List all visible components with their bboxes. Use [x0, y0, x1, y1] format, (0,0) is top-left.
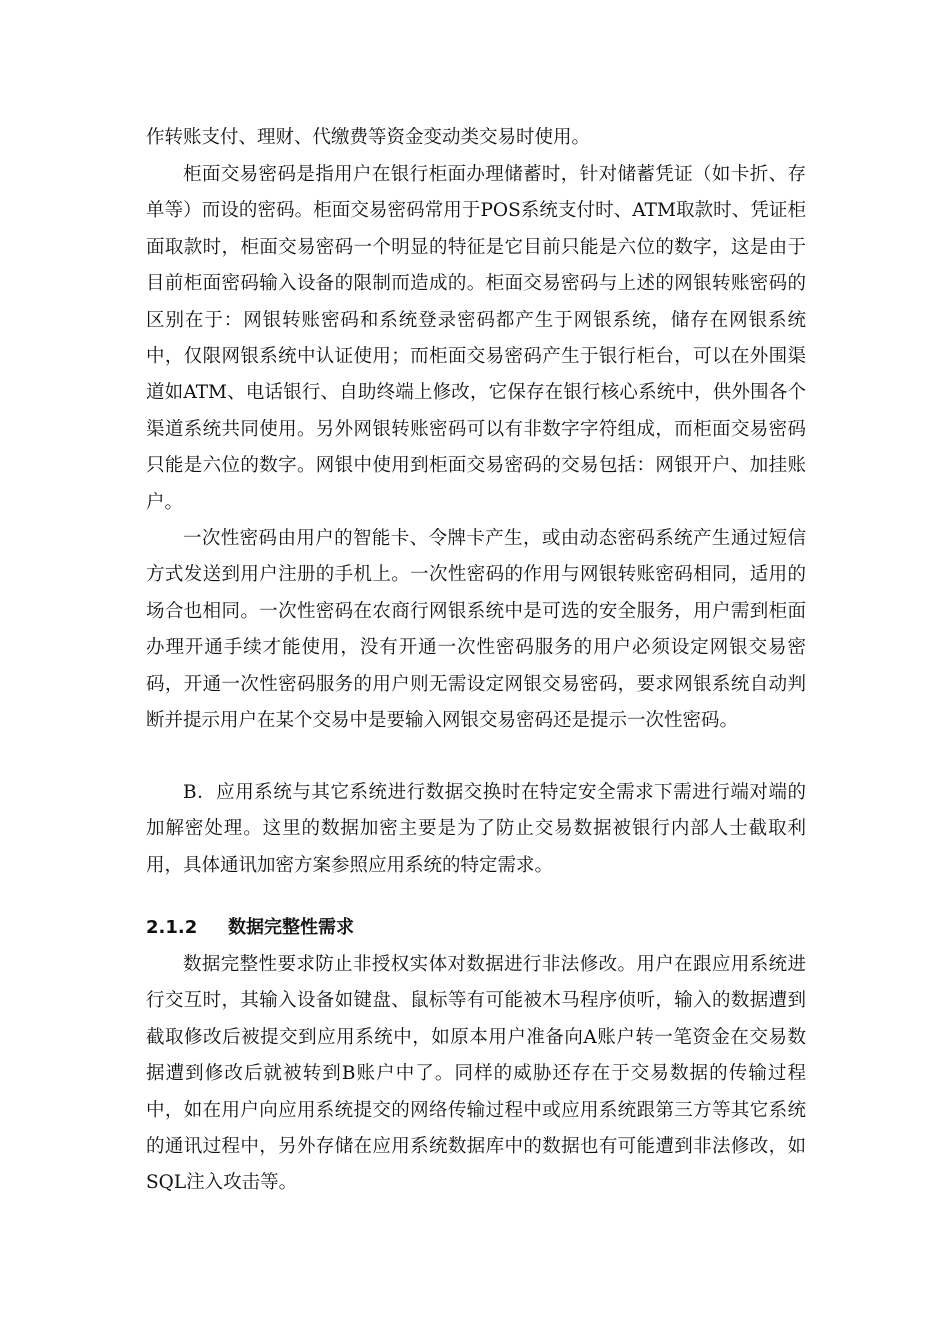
paragraph-one-time-password: 一次性密码由用户的智能卡、令牌卡产生，或由动态密码系统产生通过短信方式发送到用户注册的手机上。一次性密码的作用与网银转账密码相同，适用的场合也相同。一次性密码在农商行网银系统中是可选的安全服务，用户需到柜面办理开通手续才能使用，没有开通一次性密码服务的用户必须设定网银交易密码，开通一次性密码服务的用户则无需设定网银交易密码，要求网银系统自动判断并提示用户在某个交易中是要输入网银交易密码还是提示一次性密码。	[146, 528, 806, 732]
paragraph-continuation: 作转账支付、理财、代缴费等资金变动类交易时使用。	[146, 127, 591, 148]
section-heading	[146, 910, 354, 946]
paragraph-end-to-end-encryption: B．应用系统与其它系统进行数据交换时在特定安全需求下需进行端对端的加解密处理。这里的数据加密主要是为了防止交易数据被银行内部人士截取利用，具体通讯加密方案参照应用系统的特定需求。	[146, 782, 806, 876]
paragraph-counter-password: 柜面交易密码是指用户在银行柜面办理储蓄时，针对储蓄凭证（如卡折、存单等）而设的密码。柜面交易密码常用于POS系统支付时、ATM取款时、凭证柜面取款时，柜面交易密码一个明显的特征是它目前只能是六位的数字，这是由于目前柜面密码输入设备的限制而造成的。柜面交易密码与上述的网银转账密码的区别在于：网银转账密码和系统登录密码都产生于网银系统，储存在网银系统中，仅限网银系统中认证使用；而柜面交易密码产生于银行柜台，可以在外围渠道如ATM、电话银行、自助终端上修改，它保存在银行核心系统中，供外围各个渠道系统共同使用。另外网银转账密码可以有非数字字符组成，而柜面交易密码只能是六位的数字。网银中使用到柜面交易密码的交易包括：网银开户、加挂账户。	[146, 164, 806, 513]
section-title: 数据完整性需求	[228, 917, 354, 938]
paragraph-data-integrity: 数据完整性要求防止非授权实体对数据进行非法修改。用户在跟应用系统进行交互时，其输入设备如键盘、鼠标等有可能被木马程序侦听，输入的数据遭到截取修改后被提交到应用系统中，如原本用户准备向A账户转一笔资金在交易数据遭到修改后就被转到B账户中了。同样的威胁还存在于交易数据的传输过程中，如在用户向应用系统提交的网络传输过程中或应用系统跟第三方等其它系统的通讯过程中，另外存储在应用系统数据库中的数据也有可能遭到非法修改，如SQL注入攻击等。	[146, 954, 806, 1194]
section-number: 2.1.2	[146, 917, 198, 938]
